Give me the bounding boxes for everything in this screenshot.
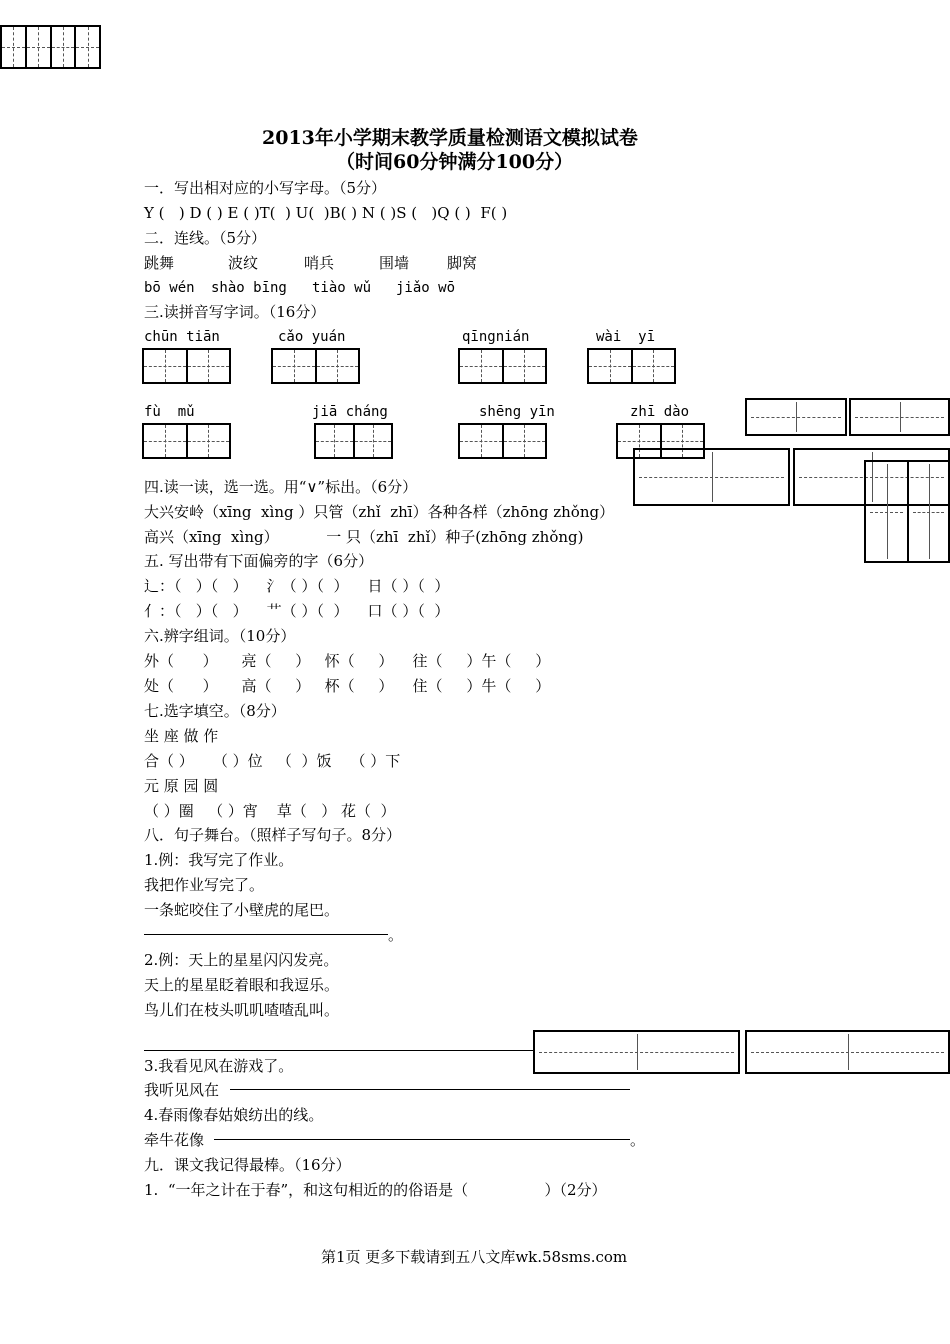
section8-l1: 1.例：我写完了作业。 [144, 851, 294, 869]
answer-box[interactable] [314, 423, 393, 459]
section5-line1: 辶：（ ）（ ） 氵（ ）（ ） 日（ ）（ ） [144, 577, 450, 595]
section2-heading: 二．连线。（5分） [144, 229, 267, 247]
section1-letters: Y ( ) D ( ) E ( )T( ) U( )B( ) N ( )S ( )Q ( ) F( ) [144, 204, 508, 222]
grid-cell [2, 27, 27, 67]
grid-cell [52, 27, 77, 67]
answer-box[interactable] [271, 348, 360, 384]
pinyin-wai-yi: wài yī [596, 329, 656, 345]
answer-line[interactable] [214, 1139, 630, 1140]
page-subtitle: （时间60分钟满分100分） [336, 151, 574, 173]
section1-heading: 一．写出相对应的小写字母。（5分） [144, 179, 387, 197]
section8-l6: 天上的星星眨着眼和我逗乐。 [144, 976, 340, 994]
stray-box-vertical [907, 460, 950, 563]
section8-heading: 八．句子舞台。（照样子写句子。8分） [144, 826, 402, 844]
answer-box[interactable] [458, 423, 547, 459]
section9-q1: 1. “一年之计在于春”，和这句相近的的俗语是（ ）（2分） [144, 1181, 607, 1199]
pinyin-cao-yuan: cǎo yuán [278, 329, 346, 345]
answer-line[interactable] [230, 1089, 630, 1090]
section4-heading: 四.读一读，选一选。用“∨”标出。（6分） [144, 478, 418, 496]
section9-heading: 九．课文我记得最棒。（16分） [144, 1156, 351, 1174]
section8-l3: 一条蛇咬住了小壁虎的尾巴。 [144, 901, 340, 919]
section5-line2: 亻：（ ）（ ） 艹（ ）（ ） 口（ ）（ ） [144, 602, 450, 620]
section7-line1: 合（ ） （ ）位 （ ）饭 （ ）下 [144, 752, 401, 770]
pinyin-4: jiǎo wō [396, 280, 456, 296]
section4-line2: 高兴（xīng xìng） 一 只（zhī zhǐ）种子(zhōng zhǒng) [144, 528, 584, 546]
pinyin-zhi-dao: zhī dào [630, 404, 690, 420]
section5-heading: 五. 写出带有下面偏旁的字（6分） [144, 552, 374, 570]
section8-l10: 4.春雨像春姑娘纺出的线。 [144, 1106, 324, 1124]
section3-heading: 三.读拼音写字词。（16分） [144, 303, 326, 321]
section4-line1: 大兴安岭（xīng xìng ）只管（zhǐ zhī）各种各样（zhōng zhǒng） [144, 503, 615, 521]
pinyin-1: bō wén [144, 280, 195, 296]
section6-line2: 处（ ） 高（ ） 杯（ ） 住（ ）牛（ ） [144, 677, 551, 695]
section6-line1: 外（ ） 亮（ ） 怀（ ） 往（ ）午（ ） [144, 652, 551, 670]
section8-l11: 牵牛花像 [144, 1131, 205, 1149]
pinyin-chun-tian: chūn tiān [144, 329, 220, 345]
answer-line[interactable] [144, 934, 388, 935]
answer-line-end: 。 [388, 926, 404, 944]
pinyin-sheng-yin: shēng yīn [479, 404, 555, 420]
section8-l9: 我听见风在 [144, 1081, 220, 1099]
pinyin-fu-mu: fù mǔ [144, 404, 195, 420]
grid-cell [27, 27, 52, 67]
answer-line-end: 。 [630, 1131, 646, 1149]
word-2: 波纹 [228, 254, 259, 272]
page-footer: 第1页 更多下载请到五八文库wk.58sms.com [321, 1248, 628, 1266]
stray-box [745, 1030, 950, 1074]
section8-l7: 鸟儿们在枝头叽叽喳喳乱叫。 [144, 1001, 340, 1019]
stray-box-vertical [864, 460, 909, 563]
pinyin-qingnian: qīngnián [462, 329, 530, 345]
answer-box[interactable] [142, 423, 231, 459]
word-1: 跳舞 [144, 254, 175, 272]
section7-line2: （ ）圈 （ ）宵 草（ ） 花（ ） [144, 802, 396, 820]
stray-box [533, 1030, 740, 1074]
answer-box[interactable] [142, 348, 231, 384]
section7-chars2: 元 原 园 圆 [144, 777, 219, 795]
section6-heading: 六.辨字组词。（10分） [144, 627, 296, 645]
section7-chars1: 坐 座 做 作 [144, 727, 219, 745]
stray-box [849, 398, 950, 436]
page-title: 2013年小学期末教学质量检测语文模拟试卷 [262, 127, 638, 149]
answer-line[interactable] [144, 1050, 534, 1051]
word-3: 哨兵 [304, 254, 335, 272]
pinyin-jia-chang: jiā cháng [312, 404, 388, 420]
section8-l5: 2.例：天上的星星闪闪发亮。 [144, 951, 339, 969]
pinyin-3: tiào wǔ [312, 280, 372, 296]
word-4: 围墙 [379, 254, 410, 272]
pinyin-2: shào bīng [211, 280, 287, 296]
answer-box[interactable] [458, 348, 547, 384]
stray-box [633, 448, 790, 506]
corner-grid-box [0, 25, 101, 69]
answer-box[interactable] [587, 348, 676, 384]
stray-box [745, 398, 847, 436]
word-5: 脚窝 [447, 254, 478, 272]
section8-l2: 我把作业写完了。 [144, 876, 265, 894]
grid-cell [76, 27, 99, 67]
section7-heading: 七.选字填空。（8分） [144, 702, 286, 720]
section8-l8: 3.我看见风在游戏了。 [144, 1057, 294, 1075]
